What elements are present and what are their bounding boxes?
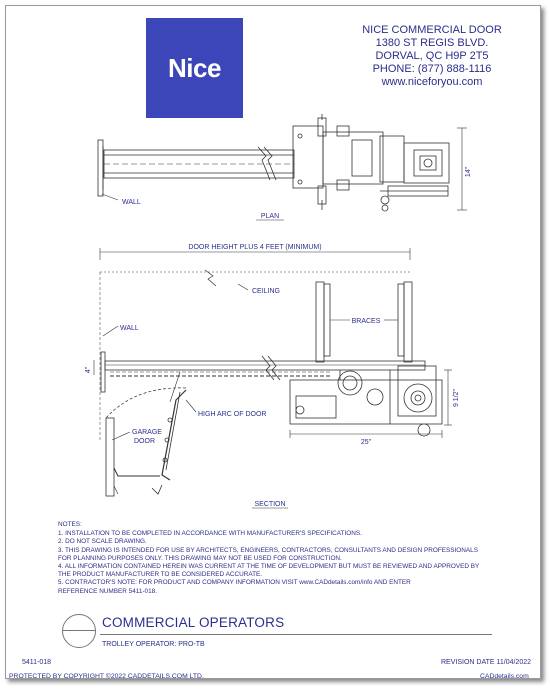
garage-door-label-2: DOOR <box>134 438 155 445</box>
company-address-line-2: DORVAL, QC H9P 2T5 <box>375 50 489 62</box>
note-line: FOR PLANNING PURPOSES ONLY. THIS DRAWING MAY NOT BE USED FOR CONSTRUCTION. <box>58 554 342 562</box>
dim-4-label: 4" <box>85 366 92 374</box>
plan-view <box>98 114 467 211</box>
plan-wall-label: WALL <box>122 199 141 206</box>
title-symbol <box>62 614 96 648</box>
company-address-line-1: 1380 ST REGIS BLVD. <box>375 37 489 49</box>
note-line: 5. CONTRACTOR'S NOTE: FOR PRODUCT AND COMPANY INFORMATION VISIT www.CADdetails.com/info AND ENTER <box>58 579 411 587</box>
plan-dim-14: 14" <box>465 166 472 178</box>
note-line: 1. INSTALLATION TO BE COMPLETED IN ACCORDANCE WITH MANUFACTURER'S SPECIFICATIONS. <box>58 530 362 538</box>
note-line: 4. ALL INFORMATION CONTAINED HEREIN WAS CURRENT AT THE TIME OF DEVELOPMENT BUT MUST BE REVIEWED AND APPROVED BY <box>58 563 480 571</box>
ceiling-label: CEILING <box>252 288 281 295</box>
company-phone: PHONE: (877) 888-1116 <box>372 63 492 75</box>
notes-block <box>58 521 528 596</box>
section-wall-label: WALL <box>120 325 139 332</box>
title-divider <box>100 634 492 635</box>
note-line: REFERENCE NUMBER 5411-018. <box>58 587 157 595</box>
dim-9-5-label: 9 1/2" <box>453 388 460 408</box>
notes-heading: NOTES: <box>58 521 82 528</box>
company-website[interactable]: www.niceforyou.com <box>381 76 483 88</box>
plan-label: PLAN <box>260 213 280 220</box>
garage-door-label-1: GARAGE <box>132 429 162 436</box>
dim-25-label: 25" <box>360 439 372 446</box>
note-line: THE PRODUCT MANUFACTURER TO BE CONSIDERED ACCURATE. <box>58 571 263 579</box>
copyright-text: PROTECTED BY COPYRIGHT ©2022 CADDETAILS.COM LTD. <box>9 673 204 680</box>
note-line: 3. THIS DRAWING IS INTENDED FOR USE BY ARCHITECTS, ENGINEERS, CONTRACTORS, CONSULTANTS AND DESIGN PROFESSIONALS <box>58 546 478 554</box>
plan-wall-plate <box>98 140 103 196</box>
drawing-title: COMMERCIAL OPERATORS <box>102 615 285 630</box>
door-height-label: DOOR HEIGHT PLUS 4 FEET (MINIMUM) <box>188 244 322 251</box>
braces-label: BRACES <box>351 318 381 325</box>
company-name: NICE COMMERCIAL DOOR <box>362 24 502 36</box>
logo-text: Nice <box>168 52 221 83</box>
drawing-subtitle: TROLLEY OPERATOR: PRO-TB <box>102 641 205 648</box>
caddetails-link[interactable]: CADdetails.com <box>480 673 529 680</box>
section-label: SECTION <box>254 501 286 508</box>
note-line: 2. DO NOT SCALE DRAWING. <box>58 538 147 546</box>
section-view <box>94 248 452 496</box>
reference-code: 5411-018 <box>22 659 52 666</box>
high-arc-label: HIGH ARC OF DOOR <box>198 411 267 418</box>
revision-date: REVISION DATE 11/04/2022 <box>441 659 532 666</box>
